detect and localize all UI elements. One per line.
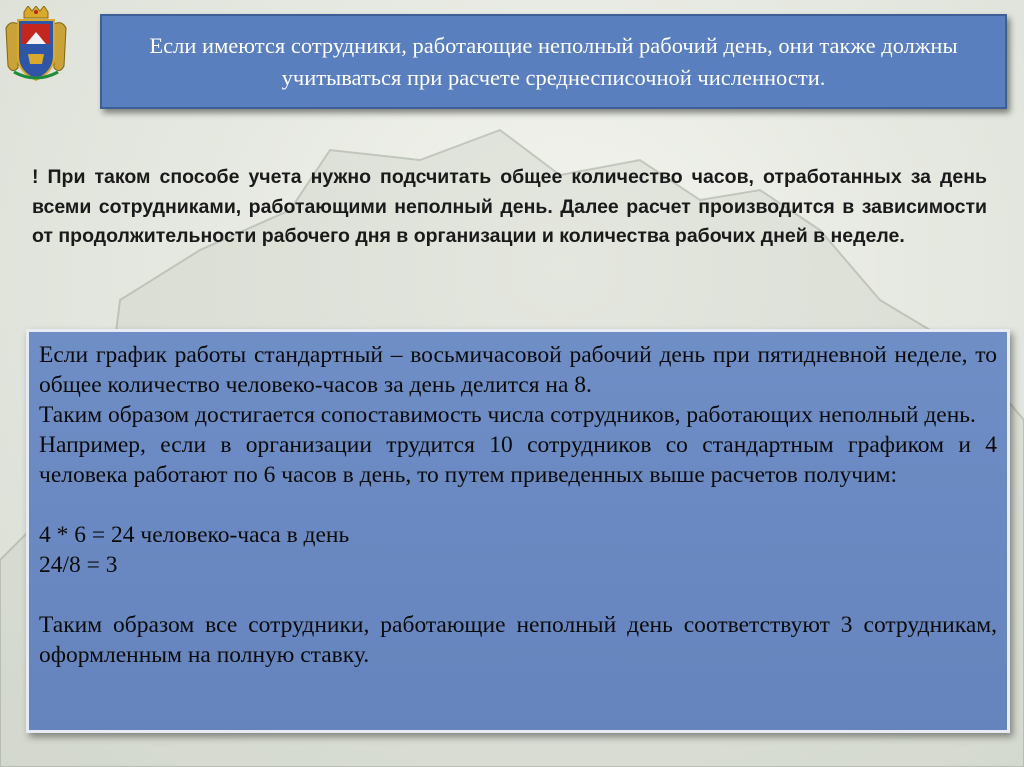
note-paragraph: ! При таком способе учета нужно подсчитать общее количество часов, отработанных за день всеми сотрудниками, работающими неполный день. Далее расчет производится в зависимости от продолжительности рабочего дня в организации и количества рабочих дней в неделе. xyxy=(32,166,987,247)
info-box xyxy=(26,329,1010,733)
slide-title: Если имеются сотрудники, работающие неполный рабочий день, они также должны учитываться при расчете среднесписочной численности. xyxy=(149,32,958,90)
spacer xyxy=(39,490,997,520)
info-paragraph-standard-schedule: Если график работы стандартный – восьмичасовой рабочий день при пятидневной неделе, то общее количество человеко-часов за день делится на 8. xyxy=(39,342,997,398)
calculation-line-1: 4 * 6 = 24 человеко-часа в день xyxy=(39,522,350,548)
info-paragraph-comparability: Таким образом достигается сопоставимость числа сотрудников, работающих неполный день. xyxy=(39,402,976,428)
spacer xyxy=(39,580,997,610)
calculation-line-2: 24/8 = 3 xyxy=(39,552,118,578)
title-banner xyxy=(100,14,1007,109)
info-paragraph-example: Например, если в организации трудится 10 сотрудников со стандартным графиком и 4 человека работают по 6 часов в день, то путем приведенных выше расчетов получим: xyxy=(39,432,997,488)
coat-of-arms-logo xyxy=(4,6,68,86)
info-paragraph-conclusion: Таким образом все сотрудники, работающие неполный день соответствуют 3 сотрудникам, оформленным на полную ставку. xyxy=(39,612,997,668)
